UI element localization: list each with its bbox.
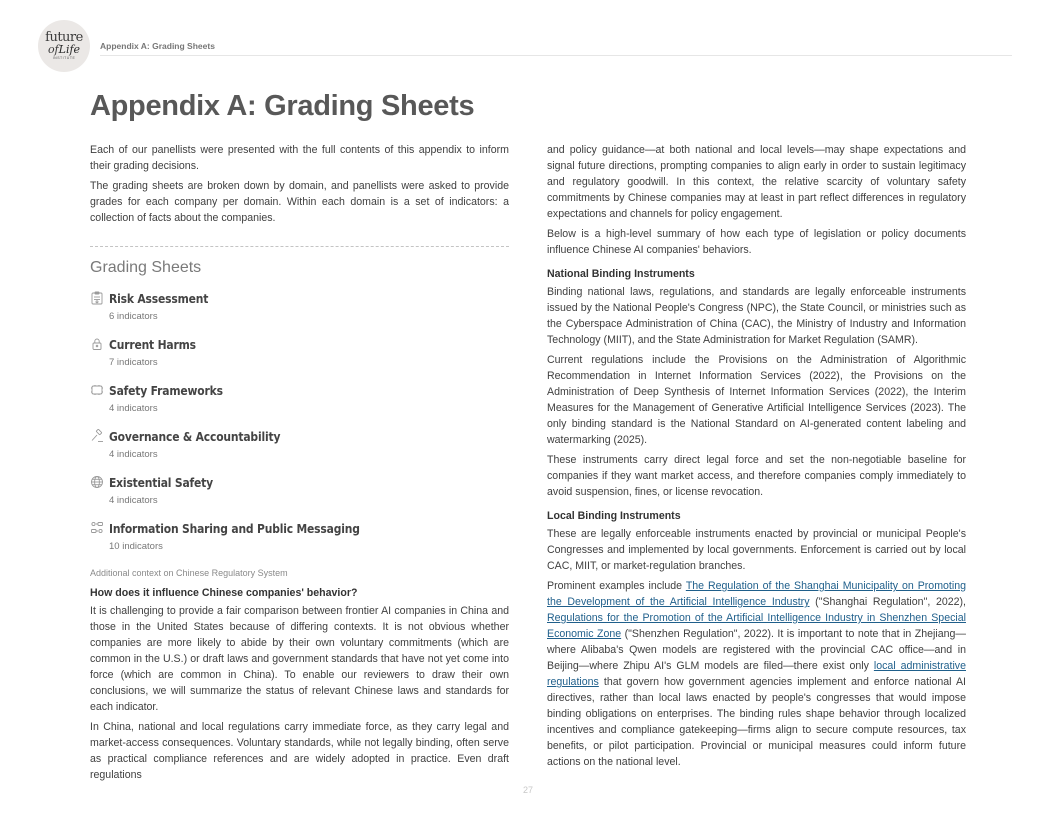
national-paragraph-2: Current regulations include the Provisions on the Administration of Algorithmic Recommendation in Internet Information Services (2022), the Provisions on the Administration of Deep Synthesis of Internet Information Services (2022), the Interim Measures for the Management of Generative Artificial Intelligence Services (2023). The only binding standard is the National Standard on AI-generated content labeling and watermarking (2025). <box>547 354 966 446</box>
page-number: 27 <box>522 785 533 795</box>
domain-name: Current Harms <box>109 336 196 352</box>
domain-safety-frameworks[interactable] <box>90 381 509 414</box>
right-column <box>547 142 966 774</box>
left-column <box>90 142 509 787</box>
summary-intro-paragraph: Below is a high-level summary of how each type of legislation or policy documents influence Chinese AI companies' behaviors. <box>547 228 966 256</box>
local-text-2: ("Shanghai Regulation", 2022), <box>809 596 966 608</box>
domain-name: Safety Frameworks <box>109 382 223 398</box>
header-rule <box>100 55 1012 56</box>
indicator-count: 4 indicators <box>109 449 158 460</box>
indicator-count: 10 indicators <box>109 541 163 552</box>
indicator-count: 4 indicators <box>109 403 158 414</box>
future-of-life-logo <box>38 20 90 72</box>
local-text-4: that govern how government agencies implement and enforce national AI directives, rather than local laws enacted by people's congresses that would impose binding obligations on enterprises. The binding rules shape behavior through localized incentives and compliance gatekeeping—firms align to secure compute resources, tax benefits, or pilot participation. Provincial or municipal measures could inform future actions on the national level. <box>547 676 966 768</box>
context-label: Additional context on Chinese Regulatory System <box>90 568 288 578</box>
intro-paragraph-2: The grading sheets are broken down by domain, and panellists were asked to provide grades for each company per domain. Within each domain is a set of indicators: a collection of facts about the companies. <box>90 180 509 224</box>
shanghai-regulation-link[interactable]: The Regulation of the Shanghai Municipality on Promoting the Development of the Artificial Intelligence Industry <box>547 580 966 608</box>
framework-icon <box>90 383 104 397</box>
domain-information-sharing[interactable] <box>90 519 509 552</box>
logo-life: Life <box>58 43 81 56</box>
section-divider <box>90 246 509 247</box>
share-icon <box>90 521 104 535</box>
logo-wordmark-mid <box>48 44 80 55</box>
running-head: Appendix A: Grading Sheets <box>100 41 215 51</box>
clipboard-icon <box>90 291 104 305</box>
intro-paragraph-1: Each of our panellists were presented with the full contents of this appendix to inform their grading decisions. <box>90 144 509 172</box>
gavel-icon <box>90 429 104 443</box>
domain-existential-safety[interactable] <box>90 473 509 506</box>
domain-name: Information Sharing and Public Messaging <box>109 520 360 536</box>
indicator-count: 7 indicators <box>109 357 158 368</box>
shenzhen-regulation-link[interactable]: Regulations for the Promotion of the Artificial Intelligence Industry in Shenzhen Special Economic Zone <box>547 612 966 640</box>
local-paragraph-1: These are legally enforceable instruments enacted by provincial or municipal People's Congresses and implemented by local governments. Enforcement is carried out by local CAC, MIIT, or market-regulation branches. <box>547 528 966 572</box>
logo-wordmark-bottom: INSTITUTE <box>52 56 76 60</box>
context-paragraph-2: In China, national and local regulations carry immediate force, as they carry legal and market-access consequences. Voluntary standards, while not legally binding, often serve as practical compliance references and are widely adopted in practice. Even draft regulations <box>90 721 509 781</box>
globe-icon <box>90 475 104 489</box>
national-paragraph-1: Binding national laws, regulations, and standards are legally enforceable instruments issued by the National People's Congress (NPC), the State Council, or ministries such as the Cyberspace Administration of China (CAC), the Ministry of Industry and Information Technology (MIIT), and the State Administration for Market Regulation (SAMR). <box>547 286 966 346</box>
local-administrative-regulations-link[interactable]: local administrative regulations <box>547 660 966 688</box>
indicator-count: 4 indicators <box>109 495 158 506</box>
domain-governance-accountability[interactable] <box>90 427 509 460</box>
context-question: How does it influence Chinese companies' behavior? <box>90 587 358 599</box>
domain-name: Risk Assessment <box>109 290 209 306</box>
logo-of: of <box>47 43 59 56</box>
local-text-3: ("Shenzhen Regulation", 2022). It is important to note that in Zhejiang—where Alibaba's Qwen models are registered with the provincial CAC office—and in Beijing—where Zhipu AI's GLM models are filed—there exist only <box>547 628 966 672</box>
local-text-1: Prominent examples include <box>547 580 686 592</box>
domain-risk-assessment[interactable] <box>90 289 509 322</box>
indicator-count: 6 indicators <box>109 311 158 322</box>
page-title: Appendix A: Grading Sheets <box>90 90 475 122</box>
national-binding-heading: National Binding Instruments <box>547 268 695 280</box>
continued-paragraph: and policy guidance—at both national and local levels—may shape expectations and signal future directions, prompting companies to align early in order to sustain legitimacy and regulatory goodwill. In this context, the relative scarcity of voluntary safety commitments by Chinese companies may at least in part reflect differences in regulatory expectations and channels for policy engagement. <box>547 144 966 220</box>
logo-wordmark-top: future <box>45 30 83 45</box>
domain-current-harms[interactable] <box>90 335 509 368</box>
lock-icon <box>90 337 104 351</box>
grading-sheets-heading: Grading Sheets <box>90 259 202 276</box>
domain-name: Governance & Accountability <box>109 428 281 444</box>
local-binding-heading: Local Binding Instruments <box>547 510 681 522</box>
context-paragraph-1: It is challenging to provide a fair comparison between frontier AI companies in China and those in the United States because of differing contexts. It is not obvious whether companies are more likely to abide by their own voluntary commitments (which are common in the U.S.) or draft laws and government standards that have not yet come into force (which are common in China). To enable our reviewers to draw their own conclusions, we will summarize the status of relevant Chinese laws and standards for each indicator. <box>90 605 509 713</box>
local-paragraph-2 <box>547 578 966 770</box>
national-paragraph-3: These instruments carry direct legal force and set the non-negotiable baseline for companies if they want market access, and therefore companies comply immediately to avoid suspension, fines, or license revocation. <box>547 454 966 498</box>
domain-name: Existential Safety <box>109 474 213 490</box>
